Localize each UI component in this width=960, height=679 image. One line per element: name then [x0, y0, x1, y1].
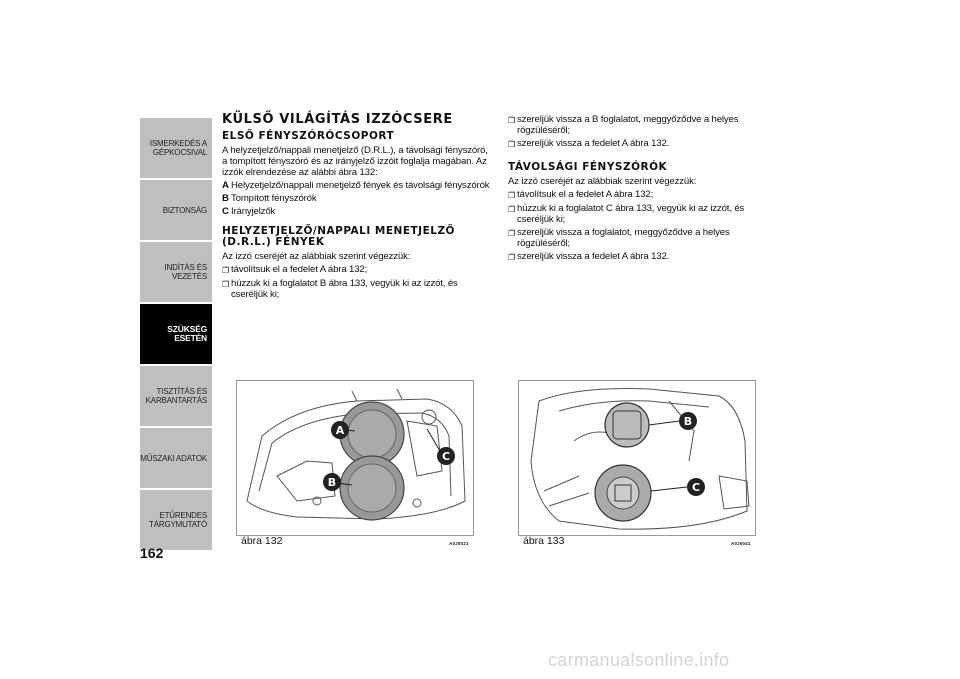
checkbox-icon: ❒ — [508, 116, 516, 125]
checkbox-icon: ❒ — [508, 140, 516, 149]
tab-inditas[interactable] — [140, 242, 212, 302]
legend-item: B Tompított fényszórók — [222, 193, 317, 204]
figure-caption: ábra 132 — [241, 535, 283, 547]
paragraph: Az izzó cseréjét az alábbiak szerint végezzük: — [508, 176, 697, 187]
tab-szukseg-eseten[interactable] — [140, 304, 212, 364]
figure-caption: ábra 133 — [523, 535, 565, 547]
checkbox-icon: ❒ — [508, 229, 516, 238]
list-item: ❒ húzzuk ki a foglalatot B ábra 133, vegyük ki az izzót, és cseréljük ki; — [222, 278, 458, 300]
tab-label: ISMERKEDÉS A GÉPKOCSIVAL — [149, 139, 207, 157]
checkbox-icon: ❒ — [508, 253, 516, 262]
tab-muszaki-adatok[interactable] — [140, 428, 212, 488]
list-item: ❒ távolítsuk el a fedelet A ábra 132; — [222, 264, 368, 275]
tab-ismerkedes[interactable] — [140, 118, 212, 178]
section-title: HELYZETJELZŐ/NAPPALI MENETJELZŐ (D.R.L.) FÉNYEK — [222, 225, 455, 248]
legend-item: C Irányjelzők — [222, 206, 276, 217]
figure-code: A0J0041 — [731, 541, 751, 546]
label-c-badge: C — [437, 447, 455, 465]
label-c-badge: C — [687, 478, 705, 496]
checkbox-icon: ❒ — [222, 280, 230, 289]
figure-132 — [236, 380, 474, 547]
label-b-badge: B — [323, 473, 341, 491]
page-number: 162 — [140, 545, 164, 561]
list-item: ❒ szereljük vissza a B foglalatot, meggyőződve a helyes rögzüléséről; — [508, 114, 739, 136]
tab-label: SZÜKSÉG ESETÉN — [167, 324, 207, 343]
legend-item: A Helyzetjelző/nappali menetjelző fények és távolsági fényszórók — [222, 180, 490, 191]
tab-targymutato[interactable] — [140, 490, 212, 550]
list-item: ❒ szereljük vissza a fedelet A ábra 132. — [508, 251, 670, 262]
tab-label: INDÍTÁS ÉS VEZETÉS — [164, 263, 207, 281]
label-a-badge: A — [331, 421, 349, 439]
figure-133 — [518, 380, 756, 547]
section-title: ELSŐ FÉNYSZÓRÓCSOPORT — [222, 130, 395, 142]
tab-label: ETŰRENDES TÁRGYMUTATÓ — [149, 511, 207, 529]
label-b-badge: B — [679, 412, 697, 430]
section-title: TÁVOLSÁGI FÉNYSZÓRÓK — [508, 161, 668, 173]
list-item: ❒ szereljük vissza a fedelet A ábra 132. — [508, 138, 670, 149]
tab-label: BIZTONSÁG — [162, 205, 207, 215]
tab-label: TISZTÍTÁS ÉS KARBANTARTÁS — [145, 387, 207, 405]
tab-biztonsag[interactable] — [140, 180, 212, 240]
list-item: ❒ húzzuk ki a foglalatot C ábra 133, vegyük ki az izzót, és cseréljük ki; — [508, 203, 745, 225]
left-column — [222, 114, 490, 302]
watermark: carmanualsonline.info — [548, 650, 730, 670]
checkbox-icon: ❒ — [508, 205, 516, 214]
tab-tisztitas[interactable] — [140, 366, 212, 426]
right-column — [508, 114, 778, 265]
paragraph: A helyzetjelző/nappali menetjelző (D.R.L.), a távolsági fényszóró, a tompított fényszóró és az irányjelző izzóit foglalja magában. Az izzók elrendezése az alábbi ábra 132: — [222, 145, 488, 178]
page-title: KÜLSŐ VILÁGÍTÁS IZZÓCSERE — [222, 112, 453, 127]
list-item: ❒ távolítsuk el a fedelet A ábra 132; — [508, 189, 654, 200]
tab-label: MŰSZAKI ADATOK — [140, 453, 207, 463]
figure-code: A0J0021 — [449, 541, 469, 546]
checkbox-icon: ❒ — [508, 191, 516, 200]
paragraph: Az izzó cseréjét az alábbiak szerint végezzük: — [222, 251, 411, 262]
list-item: ❒ szereljük vissza a foglalatot, meggyőződve a helyes rögzüléséről; — [508, 227, 730, 249]
chapter-tabs — [140, 118, 212, 552]
headlamp-rear-drawing — [519, 381, 757, 537]
checkbox-icon: ❒ — [222, 266, 230, 275]
